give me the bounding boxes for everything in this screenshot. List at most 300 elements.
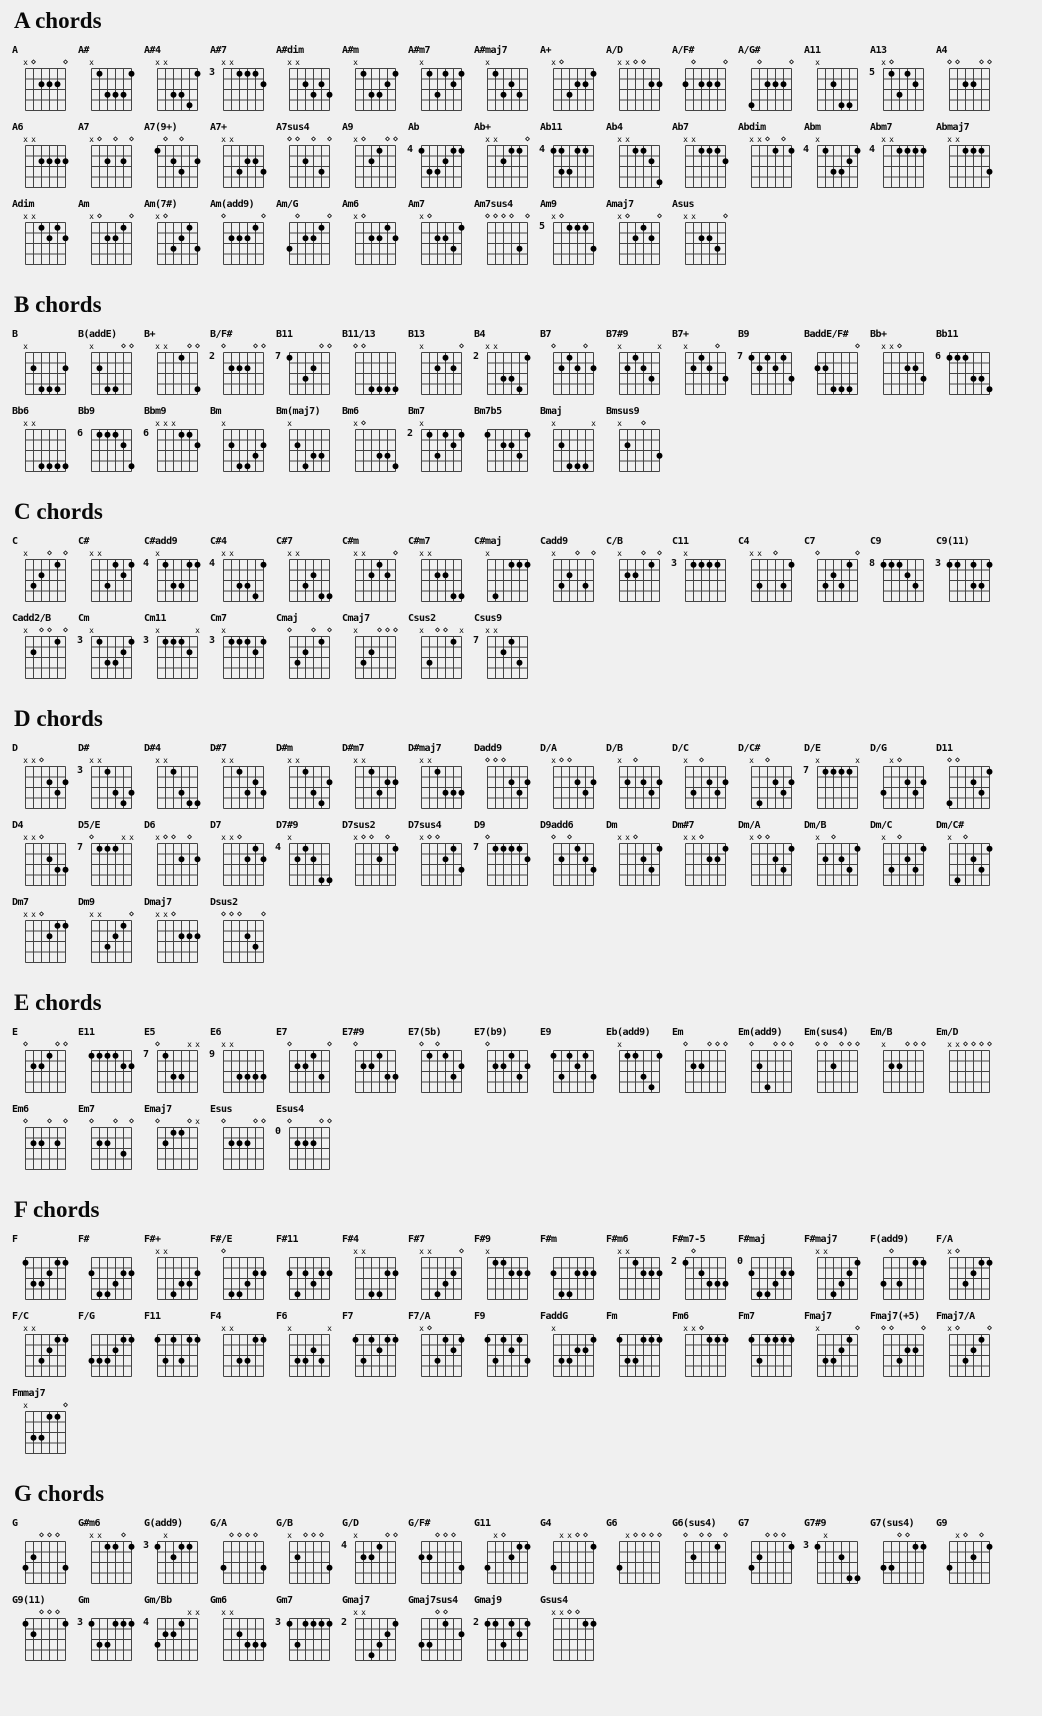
finger-dot	[765, 1291, 771, 1297]
finger-dot	[31, 649, 37, 655]
chord-name: D/C	[672, 743, 689, 754]
finger-dot	[245, 933, 251, 939]
chord-name: A#m	[342, 45, 359, 56]
finger-dot	[435, 92, 441, 98]
chord-name: Am9	[540, 199, 557, 210]
chord-name: F(add9)	[870, 1234, 909, 1245]
finger-dot	[171, 1291, 177, 1297]
finger-dot	[253, 779, 259, 785]
chord-row	[12, 1517, 1034, 1585]
chord-diagram	[474, 1310, 540, 1378]
finger-dot	[583, 856, 589, 862]
chord-diagram	[342, 121, 408, 189]
muted-string-marker: x	[353, 135, 358, 144]
chord-grid-wrap	[352, 1323, 400, 1378]
finger-dot	[195, 856, 201, 862]
finger-dot	[501, 92, 507, 98]
chord-row	[12, 896, 1034, 964]
open-string-marker: ⋄	[434, 1607, 441, 1618]
muted-string-marker: x	[617, 1247, 622, 1256]
finger-dot	[55, 790, 61, 796]
chord-grid-wrap	[418, 1530, 466, 1585]
open-string-marker: ⋄	[896, 1530, 903, 1541]
muted-string-marker: x	[229, 833, 234, 842]
finger-dot	[963, 148, 969, 154]
finger-dot	[781, 1270, 787, 1276]
chord-diagram	[12, 612, 78, 680]
chord-name: F7	[342, 1311, 354, 1322]
fretboard-grid	[154, 57, 202, 112]
fretboard-grid	[880, 1323, 928, 1378]
open-string-marker: ⋄	[830, 832, 837, 843]
chord-grid-wrap	[418, 755, 466, 810]
muted-string-marker: x	[683, 342, 688, 351]
fretboard-grid	[88, 1246, 136, 1301]
chord-diagram	[78, 44, 144, 112]
fret-number: 4	[869, 144, 876, 155]
chord-name: D/C#	[738, 743, 761, 754]
finger-dot	[377, 1291, 383, 1297]
finger-dot	[31, 1631, 37, 1637]
chord-name: C#7	[276, 536, 293, 547]
finger-dot	[113, 432, 119, 438]
finger-dot	[963, 81, 969, 87]
chord-diagram	[474, 819, 540, 887]
finger-dot	[757, 800, 763, 806]
chord-name: C11	[672, 536, 689, 547]
chord-name: Bm(maj7)	[276, 406, 321, 417]
open-string-marker: ⋄	[632, 1530, 639, 1541]
finger-dot	[641, 856, 647, 862]
chord-grid-wrap	[418, 625, 466, 680]
chord-name: E7#9	[342, 1027, 365, 1038]
open-string-marker: ⋄	[252, 1530, 259, 1541]
chord-grid-wrap	[616, 341, 664, 396]
chord-name: B/F#	[210, 329, 233, 340]
finger-dot	[295, 1554, 301, 1560]
chord-name: Ab4	[606, 122, 623, 133]
chord-diagram	[540, 1233, 606, 1301]
fret-number: 6	[143, 428, 150, 439]
finger-dot	[567, 225, 573, 231]
chord-grid-wrap	[143, 548, 202, 603]
open-string-marker: ⋄	[656, 548, 663, 559]
finger-dot	[311, 365, 317, 371]
open-string-marker: ⋄	[326, 1039, 333, 1050]
chord-name: BaddE/F#	[804, 329, 849, 340]
muted-string-marker: x	[617, 58, 622, 67]
chord-name: G	[12, 1518, 18, 1529]
section-title: B chords	[14, 292, 102, 317]
chord-diagram	[672, 535, 738, 603]
chord-name: A7sus4	[276, 122, 310, 133]
open-string-marker: ⋄	[38, 1530, 45, 1541]
open-string-marker: ⋄	[310, 134, 317, 145]
finger-dot	[295, 1291, 301, 1297]
muted-string-marker: x	[89, 212, 94, 221]
chord-name: Bb6	[12, 406, 29, 417]
finger-dot	[971, 562, 977, 568]
chord-diagram	[276, 1026, 342, 1094]
fretboard-grid	[484, 1246, 532, 1301]
chord-grid-wrap	[22, 57, 70, 112]
fret-number: 7	[473, 635, 480, 646]
finger-dot	[245, 1074, 251, 1080]
chord-grid-wrap	[275, 1116, 334, 1171]
chord-diagram	[936, 1310, 1002, 1378]
finger-dot	[369, 572, 375, 578]
finger-dot	[237, 1631, 243, 1637]
finger-dot	[451, 81, 457, 87]
chord-diagram	[870, 1517, 936, 1585]
finger-dot	[781, 81, 787, 87]
muted-string-marker: x	[691, 212, 696, 221]
fretboard-grid	[88, 1116, 136, 1171]
finger-dot	[361, 71, 367, 77]
muted-string-marker: x	[171, 419, 176, 428]
chord-name: A7(9+)	[144, 122, 178, 133]
chord-row	[12, 1310, 1034, 1378]
fret-number: 3	[803, 1540, 810, 1551]
chord-name: C9	[870, 536, 882, 547]
finger-dot	[377, 1347, 383, 1353]
fretboard-grid	[616, 1323, 664, 1378]
section-f-chords	[12, 1197, 1034, 1455]
open-string-marker: ⋄	[326, 341, 333, 352]
chord-name: Bb9	[78, 406, 95, 417]
fretboard-grid	[88, 134, 136, 189]
open-string-marker: ⋄	[698, 1323, 705, 1334]
finger-dot	[847, 769, 853, 775]
finger-dot	[459, 1063, 465, 1069]
finger-dot	[377, 148, 383, 154]
finger-dot	[715, 1281, 721, 1287]
finger-dot	[327, 593, 333, 599]
fretboard-grid	[682, 548, 730, 603]
finger-dot	[23, 1621, 29, 1627]
chord-diagram	[276, 1233, 342, 1301]
chord-grid-wrap	[539, 211, 598, 266]
muted-string-marker: x	[23, 549, 28, 558]
open-string-marker: ⋄	[458, 341, 465, 352]
finger-dot	[823, 148, 829, 154]
chord-row	[12, 405, 1034, 473]
finger-dot	[443, 71, 449, 77]
finger-dot	[517, 1270, 523, 1276]
chord-diagram	[342, 328, 408, 396]
finger-dot	[559, 148, 565, 154]
chord-grid-wrap	[352, 1246, 400, 1301]
chord-diagram	[474, 742, 540, 810]
chord-grid-wrap	[88, 909, 136, 964]
finger-dot	[39, 81, 45, 87]
finger-dot	[393, 1074, 399, 1080]
finger-dot	[575, 1063, 581, 1069]
finger-dot	[47, 1270, 53, 1276]
finger-dot	[163, 1631, 169, 1637]
chord-name: D6	[144, 820, 156, 831]
finger-dot	[113, 790, 119, 796]
chord-grid-wrap	[946, 832, 994, 887]
finger-dot	[575, 1270, 581, 1276]
finger-dot	[567, 355, 573, 361]
finger-dot	[163, 1358, 169, 1364]
muted-string-marker: x	[427, 756, 432, 765]
muted-string-marker: x	[287, 1324, 292, 1333]
chord-name: Em/B	[870, 1027, 893, 1038]
chord-grid-wrap	[550, 1607, 598, 1662]
finger-dot	[385, 81, 391, 87]
finger-dot	[253, 453, 259, 459]
fretboard-grid	[220, 1323, 268, 1378]
fret-number: 3	[143, 635, 150, 646]
finger-dot	[179, 1074, 185, 1080]
finger-dot	[195, 933, 201, 939]
chord-diagram	[78, 121, 144, 189]
finger-dot	[459, 148, 465, 154]
finger-dot	[427, 660, 433, 666]
chord-grid-wrap	[748, 1530, 796, 1585]
finger-dot	[657, 846, 663, 852]
fretboard-grid	[880, 134, 928, 189]
finger-dot	[815, 365, 821, 371]
open-string-marker: ⋄	[978, 1039, 985, 1050]
chord-diagram	[342, 535, 408, 603]
chord-name: G9	[936, 1518, 948, 1529]
finger-dot	[179, 1544, 185, 1550]
fretboard-grid	[880, 548, 928, 603]
finger-dot	[987, 1544, 993, 1550]
fret-number: 2	[671, 1256, 678, 1267]
fretboard-grid	[88, 1530, 136, 1585]
open-string-marker: ⋄	[484, 832, 491, 843]
finger-dot	[691, 365, 697, 371]
fretboard-grid	[220, 134, 268, 189]
muted-string-marker: x	[955, 1531, 960, 1540]
chord-name: C#maj	[474, 536, 502, 547]
fretboard-grid	[88, 625, 136, 680]
chord-grid-wrap	[22, 1400, 70, 1455]
chord-grid-wrap	[154, 57, 202, 112]
finger-dot	[121, 1151, 127, 1157]
finger-dot	[649, 790, 655, 796]
muted-string-marker: x	[625, 1247, 630, 1256]
finger-dot	[765, 81, 771, 87]
chord-row	[12, 1103, 1034, 1171]
fret-number: 7	[77, 842, 84, 853]
chord-name: G/F#	[408, 1518, 431, 1529]
fretboard-grid	[352, 755, 400, 810]
fretboard-grid	[748, 832, 796, 887]
chord-grid-wrap	[220, 1607, 268, 1662]
finger-dot	[55, 386, 61, 392]
muted-string-marker: x	[889, 342, 894, 351]
chord-grid-wrap	[22, 1116, 70, 1171]
fret-number: 8	[869, 558, 876, 569]
muted-string-marker: x	[815, 58, 820, 67]
finger-dot	[195, 246, 201, 252]
finger-dot	[897, 1063, 903, 1069]
fretboard-grid	[418, 755, 466, 810]
open-string-marker: ⋄	[896, 832, 903, 843]
chord-grid-wrap	[682, 1323, 730, 1378]
finger-dot	[303, 81, 309, 87]
finger-dot	[435, 769, 441, 775]
open-string-marker: ⋄	[384, 1530, 391, 1541]
fretboard-grid	[418, 548, 466, 603]
chord-diagram	[144, 44, 210, 112]
chord-row	[12, 612, 1034, 680]
finger-dot	[187, 562, 193, 568]
chord-name: G/B	[276, 1518, 293, 1529]
chord-name: F/G	[78, 1311, 95, 1322]
chord-grid-wrap	[484, 211, 532, 266]
open-string-marker: ⋄	[846, 1039, 853, 1050]
chord-grid-wrap	[616, 211, 664, 266]
finger-dot	[617, 1565, 623, 1571]
chord-diagram	[276, 819, 342, 887]
chord-grid-wrap	[671, 548, 730, 603]
chord-diagram	[804, 328, 870, 396]
fretboard-grid	[22, 134, 70, 189]
chord-name: Fmaj7	[804, 1311, 832, 1322]
fretboard-grid	[880, 1530, 928, 1585]
finger-dot	[831, 1063, 837, 1069]
chord-diagram	[12, 535, 78, 603]
chord-diagram	[870, 1026, 936, 1094]
fretboard-grid	[352, 134, 400, 189]
open-string-marker: ⋄	[582, 1530, 589, 1541]
chord-diagram	[12, 44, 78, 112]
finger-dot	[237, 1358, 243, 1364]
muted-string-marker: x	[155, 1247, 160, 1256]
open-string-marker: ⋄	[904, 1530, 911, 1541]
fretboard-grid	[352, 1607, 400, 1662]
finger-dot	[749, 1337, 755, 1343]
finger-dot	[509, 376, 515, 382]
finger-dot	[757, 365, 763, 371]
fret-number: 2	[473, 351, 480, 362]
fretboard-grid	[286, 548, 334, 603]
finger-dot	[229, 365, 235, 371]
chord-diagram	[276, 405, 342, 473]
muted-string-marker: x	[353, 1531, 358, 1540]
open-string-marker: ⋄	[220, 341, 227, 352]
chord-name: Dm7	[12, 897, 29, 908]
fretboard-grid	[418, 211, 466, 266]
finger-dot	[311, 235, 317, 241]
finger-dot	[195, 158, 201, 164]
muted-string-marker: x	[229, 135, 234, 144]
chord-diagram	[342, 1233, 408, 1301]
chord-diagram	[210, 198, 276, 266]
chord-grid-wrap	[143, 625, 202, 680]
finger-dot	[47, 933, 53, 939]
finger-dot	[105, 158, 111, 164]
chord-diagram	[144, 896, 210, 964]
finger-dot	[517, 846, 523, 852]
finger-dot	[641, 148, 647, 154]
chord-row	[12, 1594, 1034, 1662]
muted-string-marker: x	[221, 756, 226, 765]
open-string-marker: ⋄	[838, 1039, 845, 1050]
chord-grid-wrap	[748, 134, 796, 189]
chord-grid-wrap	[88, 341, 136, 396]
finger-dot	[113, 1621, 119, 1627]
finger-dot	[245, 158, 251, 164]
chord-diagram	[540, 44, 606, 112]
finger-dot	[567, 1291, 573, 1297]
fretboard-grid	[88, 57, 136, 112]
finger-dot	[245, 365, 251, 371]
chord-diagram	[672, 198, 738, 266]
finger-dot	[97, 365, 103, 371]
finger-dot	[419, 148, 425, 154]
muted-string-marker: x	[493, 1531, 498, 1540]
chord-diagram	[870, 44, 936, 112]
fretboard-grid	[286, 211, 334, 266]
muted-string-marker: x	[353, 1608, 358, 1617]
muted-string-marker: x	[881, 58, 886, 67]
finger-dot	[921, 1260, 927, 1266]
chord-diagram	[408, 1594, 474, 1662]
finger-dot	[311, 92, 317, 98]
chord-grid-wrap	[77, 418, 136, 473]
fretboard-grid	[88, 832, 136, 887]
finger-dot	[897, 562, 903, 568]
chord-name: Dm	[606, 820, 618, 831]
muted-string-marker: x	[221, 549, 226, 558]
finger-dot	[121, 572, 127, 578]
chord-grid-wrap	[418, 832, 466, 887]
fretboard-grid	[616, 1530, 664, 1585]
fretboard-grid	[748, 341, 796, 396]
chord-grid-wrap	[143, 1607, 202, 1662]
finger-dot	[625, 442, 631, 448]
finger-dot	[253, 593, 259, 599]
chord-grid-wrap	[484, 1530, 532, 1585]
finger-dot	[393, 71, 399, 77]
finger-dot	[245, 1140, 251, 1146]
chord-name: Em7	[78, 1104, 95, 1115]
chord-diagram	[144, 1594, 210, 1662]
finger-dot	[105, 1140, 111, 1146]
chord-name: D7sus2	[342, 820, 376, 831]
open-string-marker: ⋄	[220, 1116, 227, 1127]
fret-number: 6	[77, 428, 84, 439]
open-string-marker: ⋄	[946, 57, 953, 68]
chord-diagram	[804, 1233, 870, 1301]
chord-grid-wrap	[473, 1607, 532, 1662]
chord-diagram	[804, 121, 870, 189]
chord-grid-wrap	[616, 418, 664, 473]
finger-dot	[261, 169, 267, 175]
fret-number: 3	[209, 635, 216, 646]
chord-name: B11	[276, 329, 293, 340]
muted-string-marker: x	[485, 626, 490, 635]
finger-dot	[105, 846, 111, 852]
chord-name: Bmsus9	[606, 406, 640, 417]
finger-dot	[451, 1074, 457, 1080]
finger-dot	[517, 386, 523, 392]
finger-dot	[221, 1565, 227, 1571]
fretboard-grid	[286, 832, 334, 887]
finger-dot	[641, 779, 647, 785]
fretboard-grid	[880, 755, 928, 810]
open-string-marker: ⋄	[896, 341, 903, 352]
muted-string-marker: x	[617, 212, 622, 221]
muted-string-marker: x	[625, 58, 630, 67]
